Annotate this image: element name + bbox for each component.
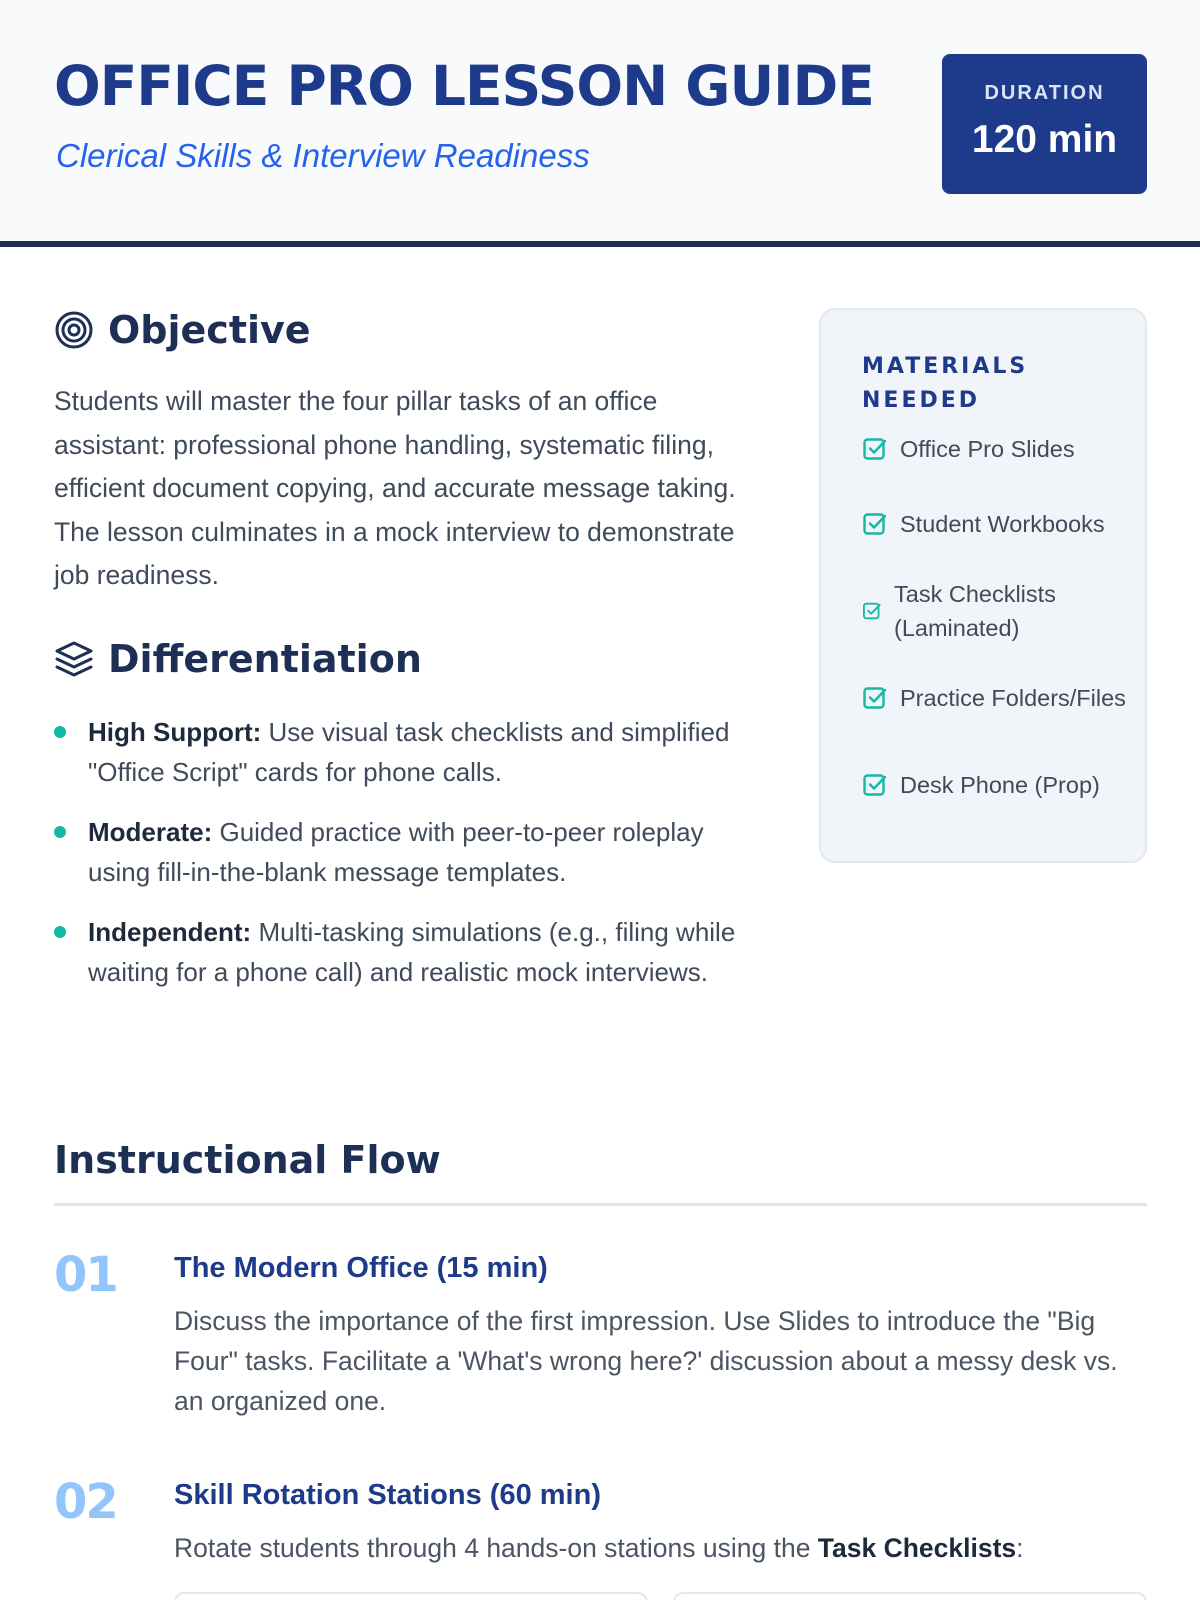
step-number: 01 xyxy=(54,1247,117,1303)
material-label: Desk Phone (Prop) xyxy=(900,772,1100,798)
check-square-icon xyxy=(862,772,888,798)
step-title: The Modern Office (15 min) xyxy=(174,1252,548,1284)
material-label: Student Workbooks xyxy=(900,511,1105,537)
check-square-icon xyxy=(862,436,888,462)
bullet-icon xyxy=(54,826,66,838)
target-icon xyxy=(54,310,94,350)
duration-value: 120 min xyxy=(971,118,1118,161)
step-number: 02 xyxy=(54,1474,117,1530)
level-label: High Support: xyxy=(88,717,262,747)
duration-badge xyxy=(942,54,1147,194)
material-label: Office Pro Slides xyxy=(900,436,1075,462)
step-description-end: : xyxy=(1016,1533,1024,1563)
level-text: Multi-tasking simulations (e.g., filing while waiting for a phone call) and realistic mock interviews. xyxy=(88,917,736,987)
material-item xyxy=(862,490,1132,558)
duration-label: DURATION xyxy=(984,82,1105,104)
differentiation-heading-label: Differentiation xyxy=(108,637,422,681)
level-text: Use visual task checklists and simplified "Office Script" cards for phone calls. xyxy=(88,717,730,787)
materials-card xyxy=(819,308,1147,863)
materials-title: MATERIALS NEEDED xyxy=(862,354,1029,413)
differentiation-heading xyxy=(54,637,422,681)
layers-icon xyxy=(54,639,94,679)
page-header xyxy=(0,0,1200,247)
page-title: OFFICE PRO LESSON GUIDE xyxy=(54,54,874,118)
material-item xyxy=(862,432,1132,466)
objective-text: Students will master the four pillar tasks of an office assistant: professional phone handling, systematic filing, efficient document copying, and accurate message taking. The lesson culminates in a mock interview to demonstrate job readiness. xyxy=(54,386,736,590)
material-item xyxy=(862,751,1132,819)
page-subtitle: Clerical Skills & Interview Readiness xyxy=(56,137,590,174)
list-item xyxy=(54,912,754,992)
materials-list xyxy=(862,432,1132,838)
step-description-emphasis: Task Checklists xyxy=(817,1533,1017,1563)
material-item xyxy=(862,577,1132,645)
level-label: Independent: xyxy=(88,917,252,947)
objective-heading xyxy=(54,308,311,352)
level-label: Moderate: xyxy=(88,817,213,847)
step-description xyxy=(174,1528,1149,1568)
list-item xyxy=(54,812,754,892)
material-label: Practice Folders/Files xyxy=(900,685,1126,711)
list-item xyxy=(54,712,754,792)
differentiation-list xyxy=(54,712,754,1012)
station-card xyxy=(673,1592,1147,1600)
objective-heading-label: Objective xyxy=(108,308,311,352)
level-text: Guided practice with peer-to-peer roleplay using fill-in-the-blank message templates. xyxy=(88,817,704,887)
bullet-icon xyxy=(54,926,66,938)
step-description: Discuss the importance of the first impression. Use Slides to introduce the "Big Four" tasks. Facilitate a 'What's wrong here?' discussion about a messy desk vs. an organized one. xyxy=(174,1306,1118,1416)
material-label: Task Checklists (Laminated) xyxy=(894,581,1056,641)
divider xyxy=(54,1203,1147,1206)
flow-heading: Instructional Flow xyxy=(54,1138,441,1182)
material-item xyxy=(862,664,1132,732)
check-square-icon xyxy=(862,685,888,711)
step-description-text: Rotate students through 4 hands-on stations using the xyxy=(174,1533,818,1563)
step-title: Skill Rotation Stations (60 min) xyxy=(174,1479,601,1511)
check-square-icon xyxy=(862,511,888,537)
bullet-icon xyxy=(54,726,66,738)
check-square-icon xyxy=(862,601,882,621)
station-card xyxy=(174,1592,648,1600)
